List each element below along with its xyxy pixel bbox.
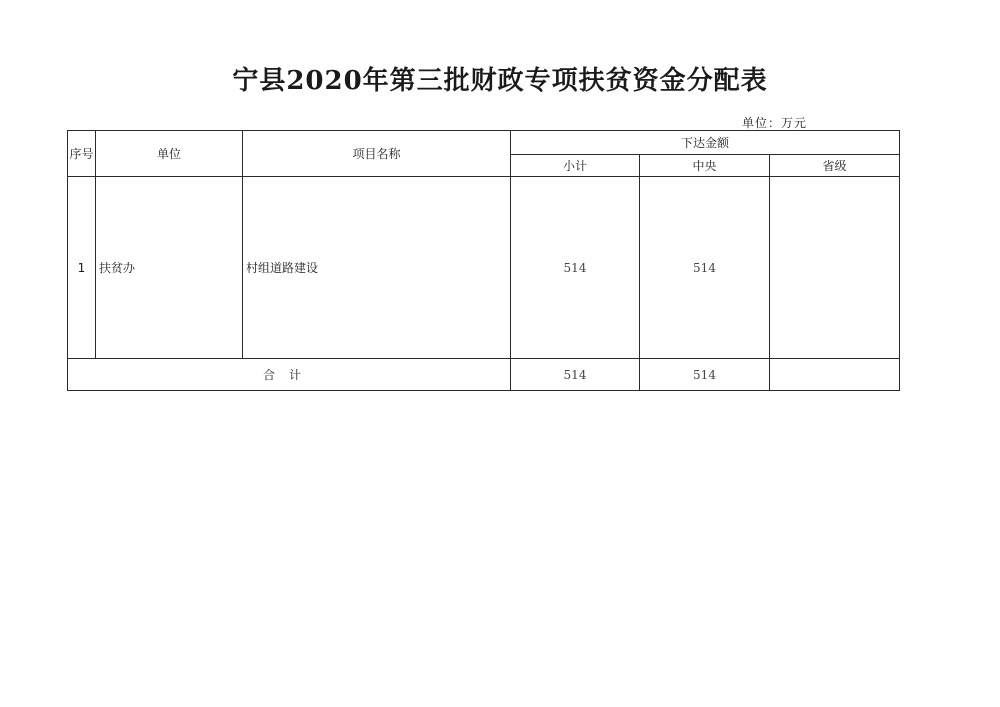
header-central: 中央 [640,155,770,177]
document-title: 宁县2020年第三批财政专项扶贫资金分配表 [232,66,768,96]
total-provincial [770,359,900,391]
header-seq: 序号 [68,131,96,177]
header-project: 项目名称 [243,131,511,177]
table-header-row [68,131,900,155]
header-provincial: 省级 [770,155,900,177]
row-central: 514 [640,177,770,359]
table-total-row [68,359,900,391]
header-subtotal: 小计 [511,155,640,177]
row-project: 村组道路建设 [243,177,511,359]
table-row [68,177,900,359]
total-central: 514 [640,359,770,391]
total-label: 合计 [68,359,511,391]
header-amount-group: 下达金额 [511,131,900,155]
unit-note: 单位：万元 [742,116,808,130]
allocation-table [67,130,900,391]
row-subtotal: 514 [511,177,640,359]
row-seq: 1 [68,177,96,359]
row-unit: 扶贫办 [96,177,243,359]
total-subtotal: 514 [511,359,640,391]
row-provincial [770,177,900,359]
header-unit: 单位 [96,131,243,177]
